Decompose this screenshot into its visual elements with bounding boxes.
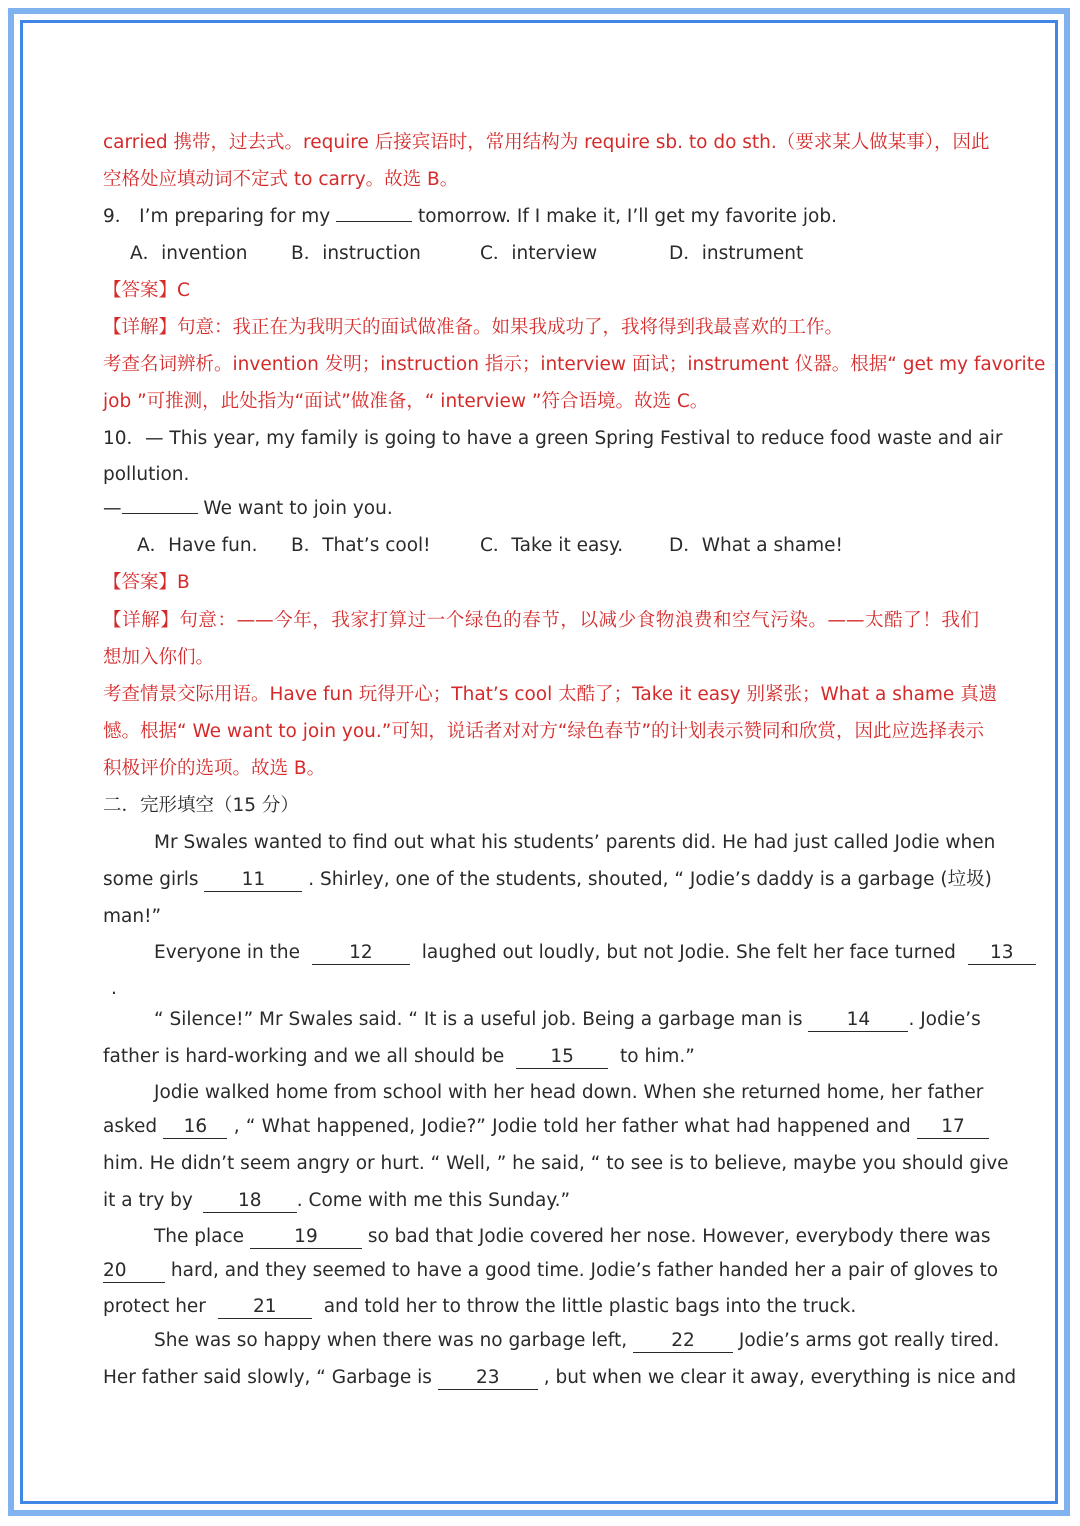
q9-stem bbox=[103, 204, 837, 230]
q10-answer: 【答案】B bbox=[103, 572, 190, 593]
cloze-text: , “ What happened, Jodie?” Jodie told her father what had happened and bbox=[233, 1116, 911, 1137]
cloze-text: asked bbox=[103, 1116, 158, 1137]
cloze-p4-line-1: Jodie walked home from school with her head down. When she returned home, her father bbox=[154, 1082, 984, 1103]
cloze-p3-line-1 bbox=[154, 1007, 979, 1033]
q9-answer: 【答案】C bbox=[103, 280, 190, 301]
q9-detail: 【详解】句意：我正在为我明天的面试做准备。如果我成功了，我将得到我最喜欢的工作。 bbox=[103, 317, 844, 338]
cloze-text: Her father said slowly, “ Garbage is bbox=[103, 1367, 432, 1388]
cloze-p2-line-1 bbox=[154, 940, 1014, 966]
cloze-text: hard, and they seemed to have a good time. Jodie’s father handed her a pair of gloves to bbox=[170, 1260, 999, 1281]
q10-answer-blank bbox=[122, 513, 198, 514]
q9-option-c: C．interview bbox=[480, 243, 598, 264]
cloze-text: Jodie’s arms got really tired. bbox=[738, 1330, 1000, 1351]
cloze-text: laughed out loudly, but not Jodie. She felt her face turned bbox=[421, 942, 956, 963]
q9-analysis-line-1: 考查名词辨析。invention 发明；instruction 指示；interview 面试；instrument 仪器。根据“ get my favorite bbox=[103, 354, 1046, 375]
q9-stem-part-1: I’m preparing for my bbox=[139, 206, 331, 227]
blank-22[interactable]: 22 bbox=[633, 1330, 733, 1353]
q10-detail-line-1: 【详解】句意：——今年，我家打算过一个绿色的春节，以减少食物浪费和空气污染。——太酷了！我们 bbox=[103, 610, 979, 631]
q10-stem-line-1 bbox=[103, 426, 1003, 452]
blank-19[interactable]: 19 bbox=[250, 1226, 362, 1249]
cloze-text: Everyone in the bbox=[154, 942, 300, 963]
cloze-text: and told her to throw the little plastic bags into the truck. bbox=[323, 1296, 857, 1317]
q10-reply-line bbox=[103, 496, 393, 522]
cloze-p5-line-3 bbox=[103, 1294, 856, 1320]
q10-option-a: A．Have fun. bbox=[137, 535, 258, 556]
cloze-p1-line-3: man!” bbox=[103, 906, 162, 927]
q10-dash: — bbox=[103, 498, 122, 519]
cloze-p3-line-2 bbox=[103, 1044, 695, 1070]
q10-number: 10． bbox=[103, 428, 146, 449]
cloze-text: so bad that Jodie covered her nose. However, everybody there was bbox=[367, 1226, 991, 1247]
blank-13[interactable]: 13 bbox=[968, 942, 1036, 965]
q8-explanation-line-1: carried 携带，过去式。require 后接宾语时，常用结构为 require sb. to do sth.（要求某人做某事），因此 bbox=[103, 132, 990, 153]
section-title: 二．完形填空（15 分） bbox=[103, 795, 299, 816]
q9-option-a: A．invention bbox=[130, 243, 248, 264]
cloze-text: . Come with me this Sunday.” bbox=[296, 1190, 571, 1211]
q10-reply: We want to join you. bbox=[203, 498, 393, 519]
cloze-p6-line-1 bbox=[154, 1328, 1000, 1354]
q10-stem-line-2: pollution. bbox=[103, 464, 190, 485]
blank-15[interactable]: 15 bbox=[516, 1046, 608, 1069]
q10-analysis-line-3: 积极评价的选项。故选 B。 bbox=[103, 758, 326, 779]
q9-option-b: B．instruction bbox=[291, 243, 421, 264]
cloze-p1-line-2 bbox=[103, 867, 992, 893]
q9-stem-part-2: tomorrow. If I make it, I’ll get my favorite job. bbox=[417, 206, 837, 227]
cloze-p4-line-3: him. He didn’t seem angry or hurt. “ Well, ” he said, “ to see is to believe, maybe you should give bbox=[103, 1153, 1009, 1174]
q10-option-d: D．What a shame! bbox=[669, 535, 843, 556]
blank-16[interactable]: 16 bbox=[163, 1116, 227, 1139]
blank-14[interactable]: 14 bbox=[808, 1009, 908, 1032]
cloze-text: . Shirley, one of the students, shouted, “ Jodie’s daddy is a garbage (垃圾) bbox=[308, 869, 992, 890]
q10-analysis-line-2: 憾。根据“ We want to join you.”可知，说话者对对方“绿色春节”的计划表示赞同和欣赏，因此应选择表示 bbox=[103, 721, 985, 742]
cloze-text: . Jodie’s bbox=[908, 1009, 981, 1030]
cloze-text: “ Silence!” Mr Swales said. “ It is a useful job. Being a garbage man is bbox=[154, 1009, 803, 1030]
cloze-p2-line-2: . bbox=[111, 978, 117, 999]
q10-option-b: B．That’s cool! bbox=[291, 535, 431, 556]
q9-number: 9． bbox=[103, 206, 134, 227]
cloze-text: it a try by bbox=[103, 1190, 193, 1211]
q10-option-c: C．Take it easy. bbox=[480, 535, 624, 556]
blank-23[interactable]: 23 bbox=[438, 1367, 538, 1390]
cloze-text: some girls bbox=[103, 869, 199, 890]
blank-11[interactable]: 11 bbox=[204, 869, 302, 892]
blank-12[interactable]: 12 bbox=[312, 942, 410, 965]
cloze-p5-line-2 bbox=[103, 1258, 999, 1284]
cloze-p1-line-1: Mr Swales wanted to find out what his students’ parents did. He had just called Jodie when bbox=[154, 832, 996, 853]
q8-explanation-line-2: 空格处应填动词不定式 to carry。故选 B。 bbox=[103, 169, 459, 190]
q10-analysis-line-1: 考查情景交际用语。Have fun 玩得开心；That’s cool 太酷了；Take it easy 别紧张；What a shame 真遗 bbox=[103, 684, 998, 705]
cloze-text: father is hard-working and we all should be bbox=[103, 1046, 505, 1067]
cloze-p4-line-2 bbox=[103, 1114, 989, 1140]
q10-stem-text: — This year, my family is going to have a green Spring Festival to reduce food waste and air bbox=[145, 428, 1003, 449]
blank-21[interactable]: 21 bbox=[218, 1296, 312, 1319]
q9-answer-blank bbox=[336, 221, 412, 222]
blank-17[interactable]: 17 bbox=[917, 1116, 989, 1139]
q9-analysis-line-2: job ”可推测，此处指为“面试”做准备，“ interview ”符合语境。故选 C。 bbox=[103, 391, 709, 412]
cloze-p6-line-2 bbox=[103, 1365, 1017, 1391]
cloze-text: to him.” bbox=[620, 1046, 695, 1067]
cloze-p5-line-1 bbox=[154, 1224, 991, 1250]
cloze-text: protect her bbox=[103, 1296, 206, 1317]
blank-20[interactable]: 20 bbox=[103, 1260, 165, 1283]
q10-detail-line-2: 想加入你们。 bbox=[103, 647, 215, 668]
cloze-text: She was so happy when there was no garbage left, bbox=[154, 1330, 628, 1351]
cloze-text: The place bbox=[154, 1226, 245, 1247]
blank-18[interactable]: 18 bbox=[203, 1190, 297, 1213]
cloze-p4-line-4 bbox=[103, 1188, 570, 1214]
cloze-text: , but when we clear it away, everything is nice and bbox=[543, 1367, 1017, 1388]
q9-option-d: D．instrument bbox=[669, 243, 804, 264]
